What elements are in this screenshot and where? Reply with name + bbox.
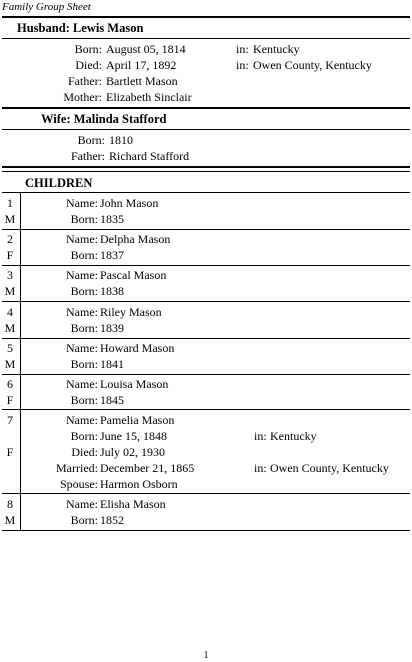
field-label: Name: — [66, 196, 98, 210]
child-number: 5 — [7, 341, 13, 355]
page-number: 1 — [203, 650, 209, 661]
place-label: in: — [236, 42, 249, 56]
child-sex: M — [4, 212, 16, 226]
children-heading: CHILDREN — [25, 176, 93, 190]
child-number: 6 — [7, 377, 13, 391]
row-divider — [2, 530, 410, 531]
field-label: Born: — [70, 284, 98, 298]
field-value: 1845 — [100, 393, 124, 407]
field-value: Bartlett Mason — [106, 74, 178, 88]
field-value: 1839 — [100, 321, 124, 335]
field-label: Name: — [66, 413, 98, 427]
divider — [2, 16, 410, 18]
field-label: Born: — [70, 212, 98, 226]
field-value: 1841 — [100, 357, 124, 371]
field-label: Died: — [71, 445, 98, 459]
field-label: Born: — [70, 393, 98, 407]
field-value: April 17, 1892 — [106, 58, 177, 72]
field-label: Father: — [71, 149, 105, 163]
place-label: in: — [254, 461, 267, 475]
divider — [2, 129, 410, 130]
field-value: 1852 — [100, 513, 124, 527]
child-entry — [2, 375, 410, 410]
child-entry — [2, 410, 410, 494]
field-label: Born: — [74, 42, 102, 56]
field-label: Name: — [66, 232, 98, 246]
child-number: 8 — [7, 497, 13, 511]
field-value: Pamelia Mason — [100, 413, 175, 427]
child-number: 1 — [7, 196, 13, 210]
field-value: 1838 — [100, 284, 124, 298]
child-entry — [2, 266, 410, 302]
child-entry — [2, 193, 410, 230]
field-value: Elisha Mason — [100, 497, 166, 511]
child-sex: F — [6, 445, 14, 459]
place-label: in: — [236, 58, 249, 72]
place-label: in: — [254, 429, 267, 443]
field-value: 1835 — [100, 212, 124, 226]
field-label: Born: — [70, 248, 98, 262]
field-value: Richard Stafford — [109, 149, 190, 163]
field-label: Name: — [66, 497, 98, 511]
field-value: July 02, 1930 — [100, 445, 166, 459]
child-entry — [2, 494, 410, 531]
field-label: Died: — [75, 58, 102, 72]
divider — [2, 107, 410, 109]
place-value: Owen County, Kentucky — [253, 58, 372, 72]
field-value: Louisa Mason — [100, 377, 169, 391]
field-label: Mother: — [63, 90, 102, 104]
field-value: 1810 — [109, 133, 133, 147]
field-value: June 15, 1848 — [100, 429, 167, 443]
wife-heading: Wife: Malinda Stafford — [41, 112, 167, 126]
child-entry — [2, 339, 410, 375]
place-value: Kentucky — [270, 429, 317, 443]
field-value: Howard Mason — [100, 341, 175, 355]
field-value: 1837 — [100, 248, 124, 262]
husband-heading: Husband: Lewis Mason — [17, 21, 144, 35]
field-label: Name: — [66, 377, 98, 391]
child-sex: M — [4, 357, 16, 371]
field-value: Riley Mason — [100, 305, 162, 319]
field-value: Elizabeth Sinclair — [106, 90, 192, 104]
child-number: 7 — [7, 413, 13, 427]
field-value: December 21, 1865 — [100, 461, 195, 475]
child-entry — [2, 230, 410, 266]
field-value: Pascal Mason — [100, 268, 167, 282]
child-number: 4 — [7, 305, 13, 319]
field-label: Married: — [56, 461, 98, 475]
child-sex: F — [6, 393, 14, 407]
field-label: Name: — [66, 305, 98, 319]
field-label: Born: — [70, 321, 98, 335]
field-label: Born: — [70, 513, 98, 527]
divider — [2, 38, 410, 39]
child-sex: M — [4, 321, 16, 335]
field-value: Harmon Osborn — [100, 477, 178, 491]
child-sex: F — [6, 248, 14, 262]
field-label: Born: — [70, 429, 98, 443]
field-value: Delpha Mason — [100, 232, 171, 246]
field-label: Spouse: — [59, 477, 98, 491]
child-entry — [2, 302, 410, 339]
child-sex: M — [4, 513, 16, 527]
field-value: August 05, 1814 — [106, 42, 186, 56]
divider — [2, 166, 410, 168]
place-value: Owen County, Kentucky — [270, 461, 389, 475]
field-label: Name: — [66, 268, 98, 282]
divider — [2, 171, 410, 172]
child-number: 2 — [7, 232, 13, 246]
child-sex: M — [4, 284, 16, 298]
child-number: 3 — [7, 268, 13, 282]
field-label: Father: — [68, 74, 102, 88]
field-label: Born: — [77, 133, 105, 147]
field-label: Born: — [70, 357, 98, 371]
field-value: John Mason — [100, 196, 159, 210]
sheet-title: Family Group Sheet — [2, 1, 91, 13]
field-label: Name: — [66, 341, 98, 355]
place-value: Kentucky — [253, 42, 300, 56]
